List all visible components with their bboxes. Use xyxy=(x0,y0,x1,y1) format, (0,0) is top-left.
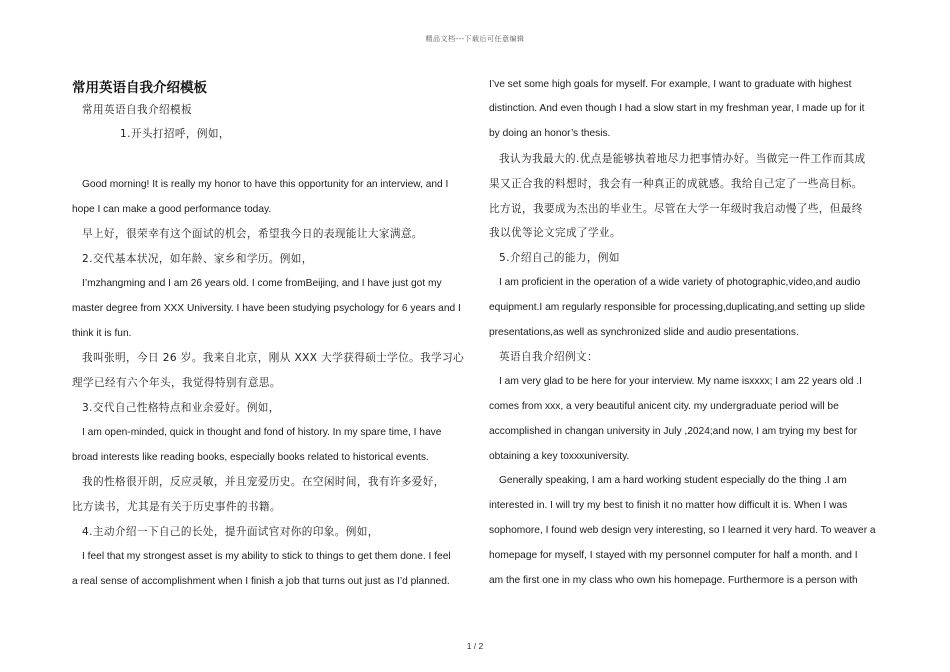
paragraph-line: 2.交代基本状况，如年龄、家乡和学历。例如， xyxy=(82,253,313,265)
paragraph-line: by doing an honor’s thesis. xyxy=(489,128,611,139)
paragraph-line: 英语自我介绍例文： xyxy=(499,351,598,363)
paragraph-line: 常用英语自我介绍模板 xyxy=(82,104,192,116)
paragraph-line: equipment.I am regularly responsible for processing,duplicating,and setting up slide xyxy=(489,302,866,313)
paragraph-line: I am proficient in the operation of a wide variety of photographic,video,and audio xyxy=(499,277,861,288)
paragraph-line: homepage for myself, I stayed with my personnel computer for half a month. and I xyxy=(489,550,858,561)
paragraph-line: I am open-minded, quick in thought and fond of history. In my spare time, I have xyxy=(82,427,442,438)
paragraph-line: 4.主动介绍一下自己的长处，提升面试官对你的印象。例如， xyxy=(82,526,379,538)
paragraph-line: 比方说，我要成为杰出的毕业生。尽管在大学一年级时我启动慢了些，但最终 xyxy=(489,203,863,215)
paragraph-line: hope I can make a good performance today. xyxy=(72,204,272,215)
paragraph-line: master degree from XXX University. I have been studying psychology for 6 years and I xyxy=(72,303,461,314)
paragraph-line: 我以优等论文完成了学业。 xyxy=(489,227,621,239)
page-number: 1 / 2 xyxy=(466,641,484,651)
paragraph-line: Generally speaking, I am a hard working student especially do the thing .I am xyxy=(499,475,847,486)
document-title: 常用英语自我介绍模板 xyxy=(72,80,207,96)
paragraph-line: 早上好，很荣幸有这个面试的机会，希望我今日的表现能让大家满意。 xyxy=(82,228,423,240)
paragraph-line: think it is fun. xyxy=(72,328,132,339)
paragraph-line: I feel that my strongest asset is my ability to stick to things to get them done. I feel xyxy=(82,551,451,562)
paragraph-line: comes from xxx, a very beautiful anicent city. my undergraduate period will be xyxy=(489,401,839,412)
paragraph-line: I’ve set some high goals for myself. For example, I want to graduate with highest xyxy=(489,79,852,90)
paragraph-line: accomplished in changan university in July ,2024;and now, I am trying my best for xyxy=(489,426,858,437)
paragraph-line: 3.交代自己性格特点和业余爱好。例如， xyxy=(82,402,280,414)
paragraph-line: am the first one in my class who own his homepage. Furthermore is a person with xyxy=(489,575,858,586)
paragraph-line: 1.开头打招呼，例如， xyxy=(120,128,230,140)
paragraph-line: 果又正合我的料想时，我会有一种真正的成就感。我给自己定了一些高目标。 xyxy=(489,178,863,190)
paragraph-line: I’mzhangming and I am 26 years old. I come fromBeijing, and I have just got my xyxy=(82,278,442,289)
paragraph-line: I am very glad to be here for your interview. My name isxxxx; I am 22 years old .I xyxy=(499,376,862,387)
paragraph-line: 理学已经有六个年头，我觉得特别有意思。 xyxy=(72,377,281,389)
paragraph-line: broad interests like reading books, especially books related to historical events. xyxy=(72,452,429,463)
paragraph-line: 我的性格很开朗，反应灵敏，并且宠爱历史。在空闲时间，我有许多爱好， xyxy=(82,476,445,488)
paragraph-line: interested in. I will try my best to finish it no matter how difficult it is. When I was xyxy=(489,500,848,511)
paragraph-line: a real sense of accomplishment when I finish a job that turns out just as I’d planned. xyxy=(72,576,450,587)
paragraph-line: obtaining a key toxxxuniversity. xyxy=(489,451,630,462)
paragraph-line: 我认为我最大的.优点是能够执着地尽力把事情办好。当做完一件工作而其成 xyxy=(499,153,866,165)
header-note: 精品文档---下载后可任意编辑 xyxy=(425,35,525,43)
paragraph-line: 5.介绍自己的能力，例如 xyxy=(499,252,620,264)
paragraph-line: sophomore, I found web design very interesting, so I learned it very hard. To weaver a xyxy=(489,525,876,536)
paragraph-line: 比方读书，尤其是有关于历史事件的书籍。 xyxy=(72,501,281,513)
paragraph-line: Good morning! It is really my honor to have this opportunity for an interview, and I xyxy=(82,179,449,190)
paragraph-line: 我叫张明，今日 26 岁。我来自北京，刚从 XXX 大学获得硕士学位。我学习心 xyxy=(82,352,465,364)
paragraph-line: distinction. And even though I had a slow start in my freshman year, I made up for it xyxy=(489,103,865,114)
paragraph-line: presentations,as well as synchronized slide and audio presentations. xyxy=(489,327,799,338)
